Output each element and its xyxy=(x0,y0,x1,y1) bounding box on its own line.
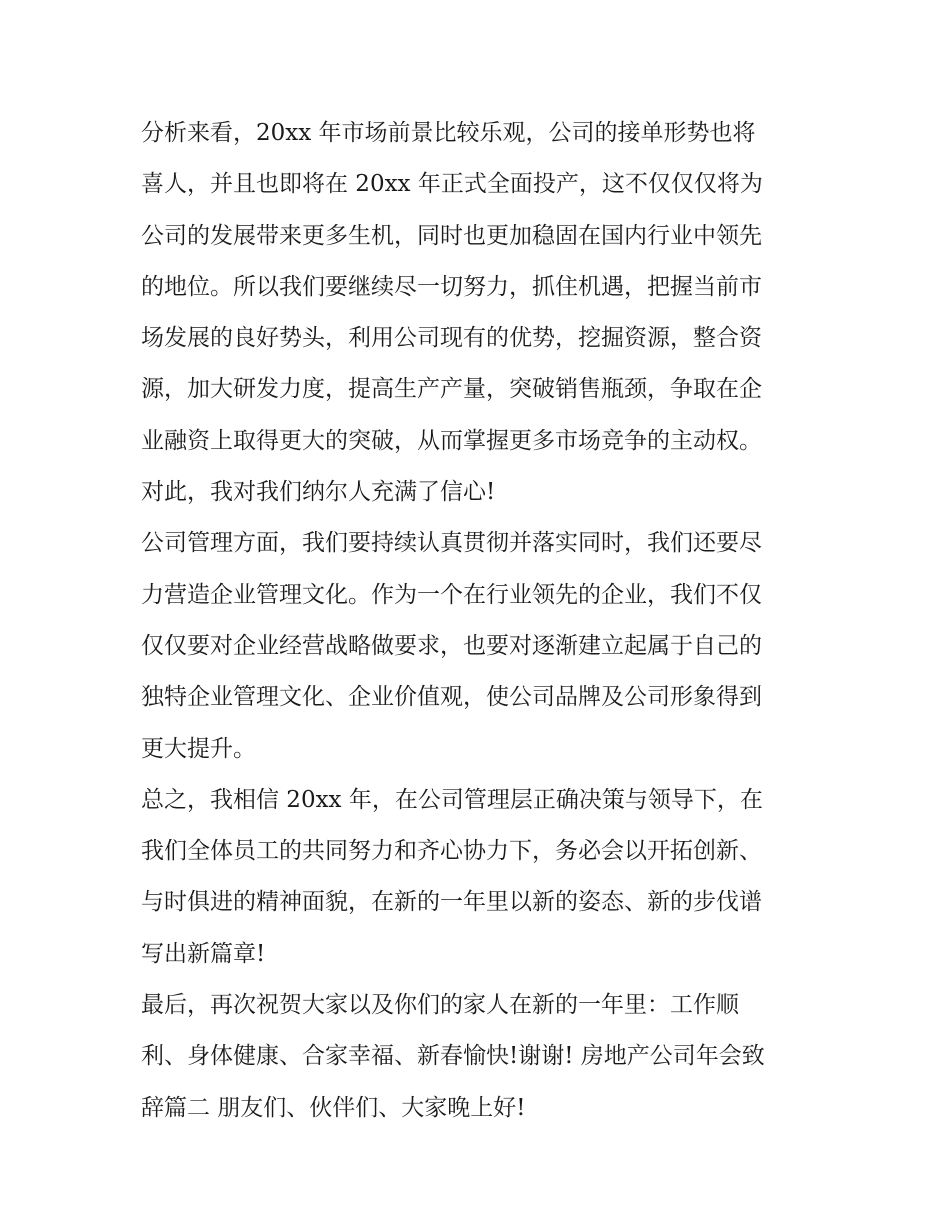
text-line: 更大提升。 xyxy=(141,735,256,762)
text-line: 源，加大研发力度，提高生产产量，突破销售瓶颈，争取在企 xyxy=(141,376,762,403)
text-line: 公司的发展带来更多生机，同时也更加稳固在国内行业中领先 xyxy=(141,222,762,249)
text-line: 力营造企业管理文化。作为一个在行业领先的企业，我们不仅 xyxy=(141,581,762,608)
text-line: 公司管理方面，我们要持续认真贯彻并落实同时，我们还要尽 xyxy=(141,530,762,557)
text-line: 总之，我相信 20xx 年，在公司管理层正确决策与领导下，在 xyxy=(141,786,763,813)
body-text xyxy=(141,108,813,1134)
text-line: 与时俱进的精神面貌，在新的一年里以新的姿态、新的步伐谱 xyxy=(141,889,762,916)
text-line: 喜人，并且也即将在 20xx 年正式全面投产，这不仅仅仅将为 xyxy=(141,171,763,198)
text-line: 对此，我对我们纳尔人充满了信心! xyxy=(141,479,496,506)
text-line: 我们全体员工的共同努力和齐心协力下，务必会以开拓创新、 xyxy=(141,838,762,865)
text-line: 的地位。所以我们要继续尽一切努力，抓住机遇，把握当前市 xyxy=(141,273,762,300)
text-line: 最后，再次祝贺大家以及你们的家人在新的一年里：工作顺 xyxy=(141,992,739,1019)
text-line: 辞篇二 朋友们、伙伴们、大家晚上好! xyxy=(141,1094,526,1121)
text-line: 利、身体健康、合家幸福、新春愉快!谢谢! 房地产公司年会致 xyxy=(141,1043,765,1070)
text-line: 写出新篇章! xyxy=(141,940,266,967)
text-line: 业融资上取得更大的突破，从而掌握更多市场竞争的主动权。 xyxy=(141,427,762,454)
text-line: 仅仅要对企业经营战略做要求，也要对逐渐建立起属于自己的 xyxy=(141,632,762,659)
text-line: 场发展的良好势头，利用公司现有的优势，挖掘资源，整合资 xyxy=(141,325,762,352)
text-line: 分析来看，20xx 年市场前景比较乐观，公司的接单形势也将 xyxy=(141,120,756,146)
text-line: 独特企业管理文化、企业价值观，使公司品牌及公司形象得到 xyxy=(141,684,762,711)
